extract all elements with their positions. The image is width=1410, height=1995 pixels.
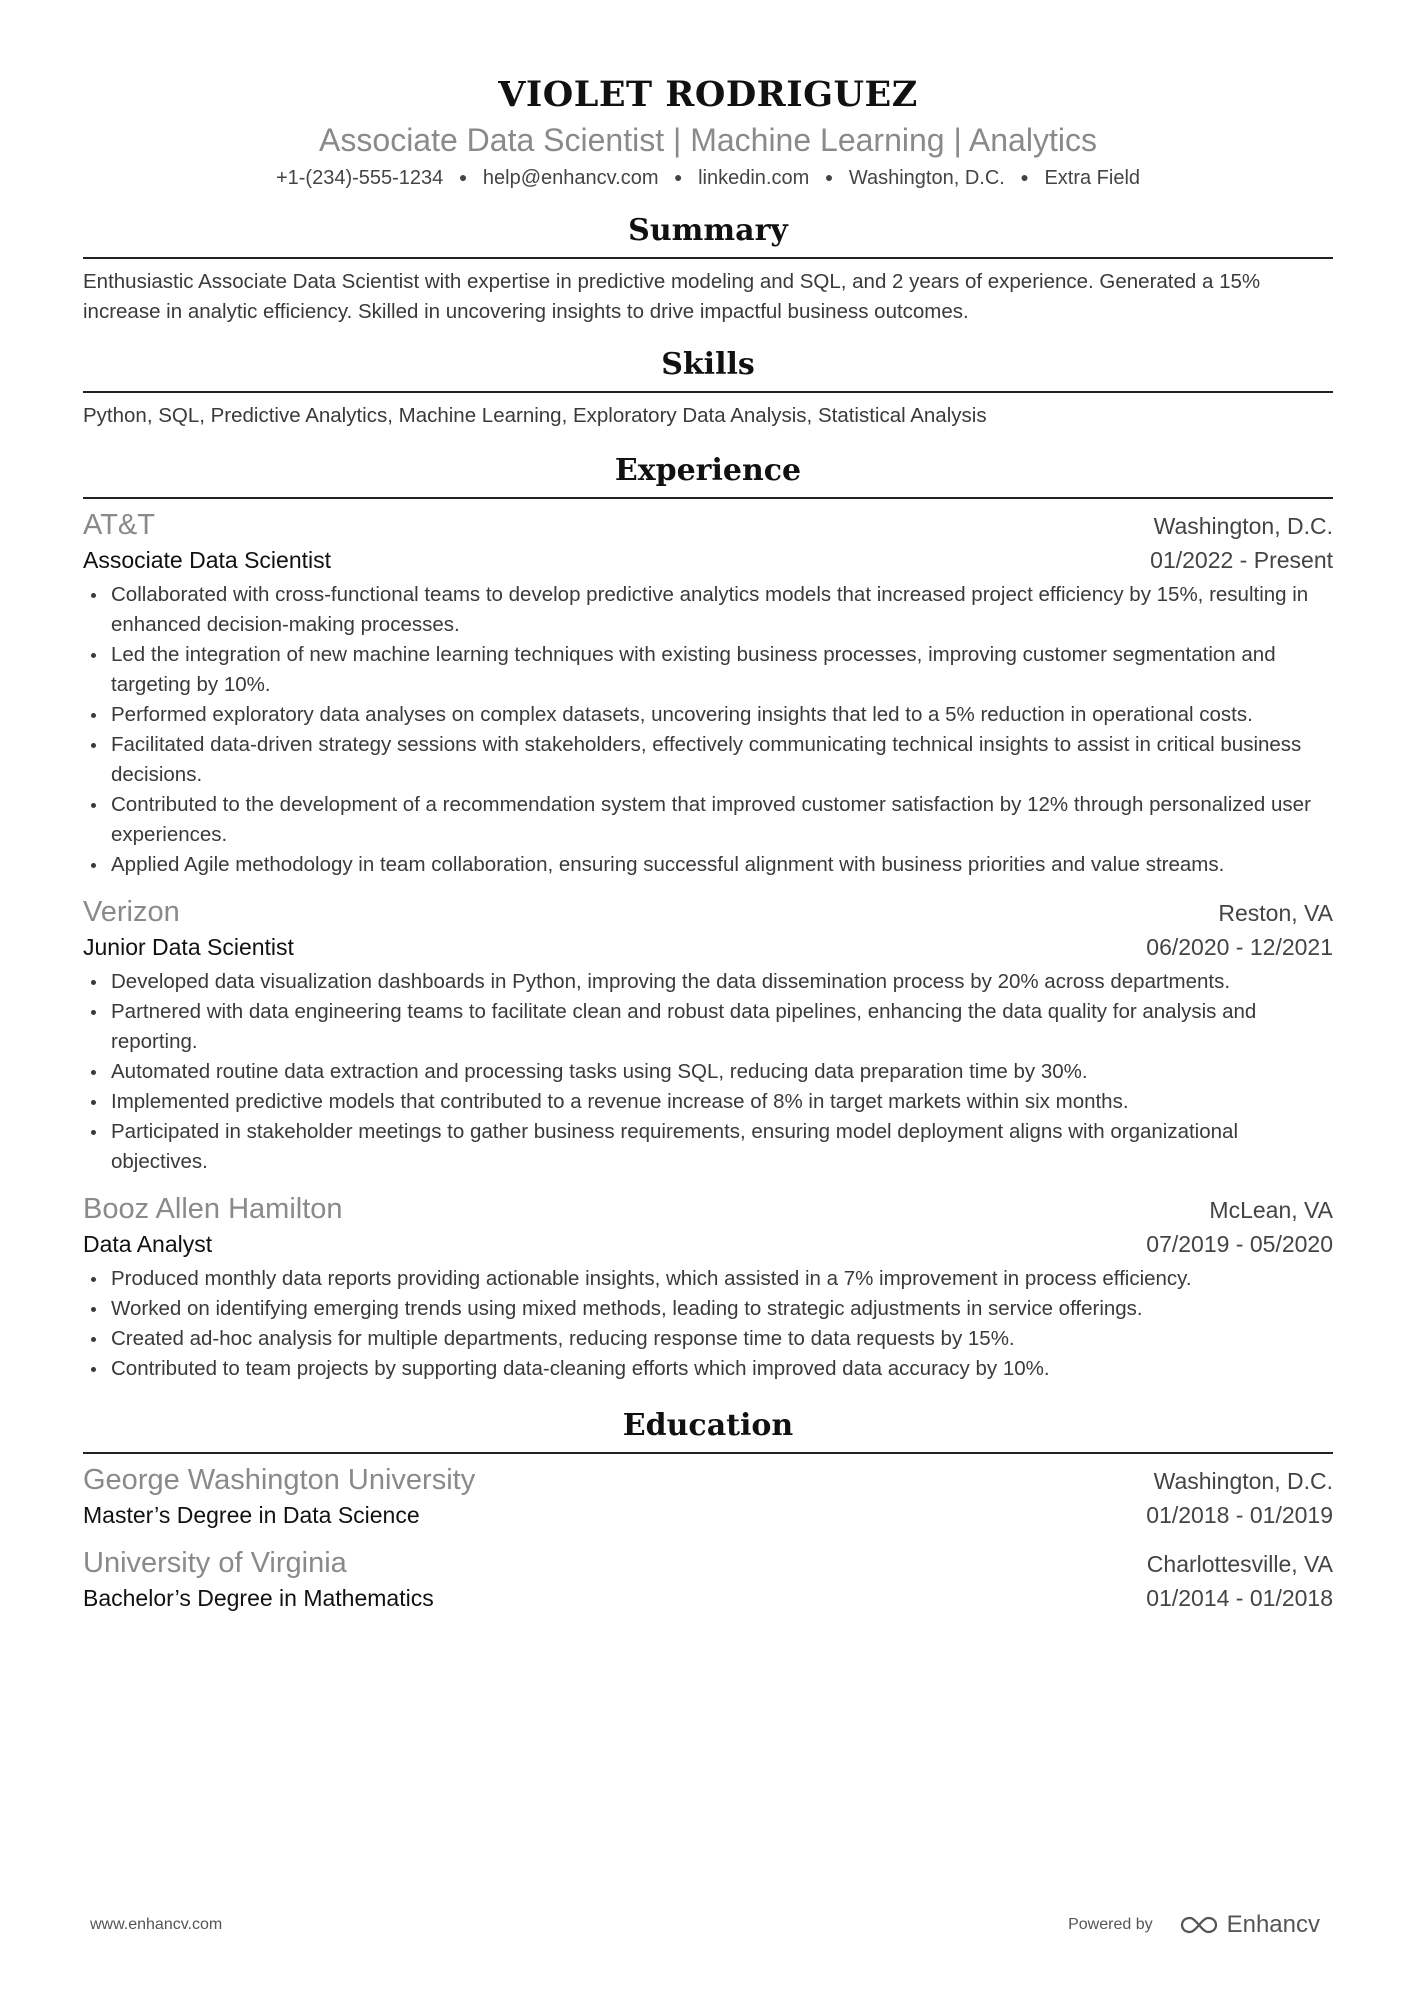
separator-dot: ● [674, 169, 683, 185]
footer-url[interactable]: www.enhancv.com [90, 1916, 223, 1933]
summary-text: Enthusiastic Associate Data Scientist with expertise in predictive modeling and SQL, and 2 years of experience. Generated a 15% increase in analytic efficiency. Skilled in uncovering insights to drive impactful business outcomes. [83, 270, 1261, 323]
experience-entry [83, 894, 1333, 1177]
education-dates: 01/2014 - 01/2018 [1146, 1585, 1333, 1611]
education-entry [83, 1462, 1333, 1531]
enhancv-logo[interactable] [1179, 1911, 1320, 1939]
separator-dot: ● [824, 169, 834, 185]
page-footer [90, 1910, 1320, 1940]
contact-phone[interactable]: +1-(234)-555-1234 [275, 167, 444, 189]
job-location: Reston, VA [1218, 900, 1333, 926]
infinity-logo-icon [1179, 1914, 1219, 1936]
bullet-item: Applied Agile methodology in team collaboration, ensuring successful alignment with business priorities and value streams. [83, 850, 1333, 880]
experience-entry [83, 1191, 1333, 1384]
powered-by-label: Powered by [1068, 1916, 1153, 1933]
brand-name: Enhancv [1226, 1911, 1320, 1938]
bullet-item: Contributed to team projects by supporting data-cleaning efforts which improved data accuracy by 10%. [83, 1354, 1333, 1384]
bullet-item: Performed exploratory data analyses on complex datasets, uncovering insights that led to a 5% reduction in operational costs. [83, 700, 1333, 730]
education-section [83, 1406, 1333, 1614]
bullet-item: Led the integration of new machine learning techniques with existing business processes, improving customer segmentation and targeting by 10%. [83, 640, 1333, 700]
degree-name: Bachelor’s Degree in Mathematics [83, 1585, 434, 1611]
degree-name: Master’s Degree in Data Science [83, 1502, 420, 1528]
resume-header [83, 70, 1333, 193]
job-title: Associate Data Scientist [83, 547, 332, 573]
job-location: McLean, VA [1209, 1197, 1333, 1223]
contact-linkedin[interactable]: linkedin.com [698, 167, 810, 189]
job-dates: 07/2019 - 05/2020 [1146, 1231, 1333, 1257]
experience-section [83, 451, 1333, 1384]
summary-section [83, 211, 1333, 327]
candidate-headline: Associate Data Scientist | Machine Learning | Analytics [319, 122, 1097, 158]
contact-extra: Extra Field [1044, 167, 1141, 189]
bullet-list [83, 1264, 1333, 1384]
education-dates: 01/2018 - 01/2019 [1146, 1502, 1333, 1528]
bullet-item: Implemented predictive models that contributed to a revenue increase of 8% in target markets within six months. [83, 1087, 1333, 1117]
resume-page [83, 70, 1333, 1614]
bullet-item: Participated in stakeholder meetings to gather business requirements, ensuring model deployment aligns with organizational objectives. [83, 1117, 1333, 1177]
bullet-item: Created ad-hoc analysis for multiple departments, reducing response time to data requests by 15%. [83, 1324, 1333, 1354]
candidate-name: VIOLET RODRIGUEZ [498, 74, 918, 115]
school-name: University of Virginia [83, 1547, 347, 1579]
skills-section [83, 345, 1333, 431]
bullet-item: Worked on identifying emerging trends using mixed methods, leading to strategic adjustments in service offerings. [83, 1294, 1333, 1324]
section-title-education: Education [83, 1406, 1333, 1454]
school-location: Charlottesville, VA [1146, 1551, 1333, 1577]
contact-line [83, 162, 1333, 193]
experience-entry [83, 507, 1333, 880]
separator-dot: ● [458, 169, 468, 185]
bullet-item: Contributed to the development of a recommendation system that improved customer satisfaction by 12% through personalized user experiences. [83, 790, 1333, 850]
company-name: AT&T [83, 509, 155, 541]
education-entry [83, 1545, 1333, 1614]
job-dates: 01/2022 - Present [1150, 547, 1333, 573]
company-name: Booz Allen Hamilton [83, 1193, 343, 1225]
bullet-list [83, 580, 1333, 880]
bullet-item: Partnered with data engineering teams to facilitate clean and robust data pipelines, enhancing the data quality for analysis and reporting. [83, 997, 1333, 1057]
school-location: Washington, D.C. [1153, 1468, 1333, 1494]
job-title: Junior Data Scientist [83, 934, 294, 960]
bullet-item: Developed data visualization dashboards in Python, improving the data dissemination process by 20% across departments. [83, 967, 1333, 997]
job-dates: 06/2020 - 12/2021 [1146, 934, 1333, 960]
section-title-summary: Summary [83, 211, 1333, 259]
bullet-item: Facilitated data-driven strategy sessions with stakeholders, effectively communicating technical insights to assist in critical business decisions. [83, 730, 1333, 790]
bullet-list [83, 967, 1333, 1177]
contact-email[interactable]: help@enhancv.com [482, 167, 659, 189]
bullet-item: Collaborated with cross-functional teams to develop predictive analytics models that increased project efficiency by 15%, resulting in enhanced decision-making processes. [83, 580, 1333, 640]
job-location: Washington, D.C. [1153, 513, 1333, 539]
separator-dot: ● [1020, 169, 1029, 185]
skills-text: Python, SQL, Predictive Analytics, Machine Learning, Exploratory Data Analysis, Statistical Analysis [83, 404, 987, 427]
footer-branding [1068, 1911, 1320, 1939]
school-name: George Washington University [83, 1464, 476, 1496]
job-title: Data Analyst [83, 1231, 213, 1257]
bullet-item: Produced monthly data reports providing actionable insights, which assisted in a 7% improvement in process efficiency. [83, 1264, 1333, 1294]
company-name: Verizon [83, 896, 180, 928]
section-title-skills: Skills [83, 345, 1333, 393]
section-title-experience: Experience [83, 451, 1333, 499]
bullet-item: Automated routine data extraction and processing tasks using SQL, reducing data preparation time by 30%. [83, 1057, 1333, 1087]
contact-location: Washington, D.C. [848, 167, 1005, 189]
